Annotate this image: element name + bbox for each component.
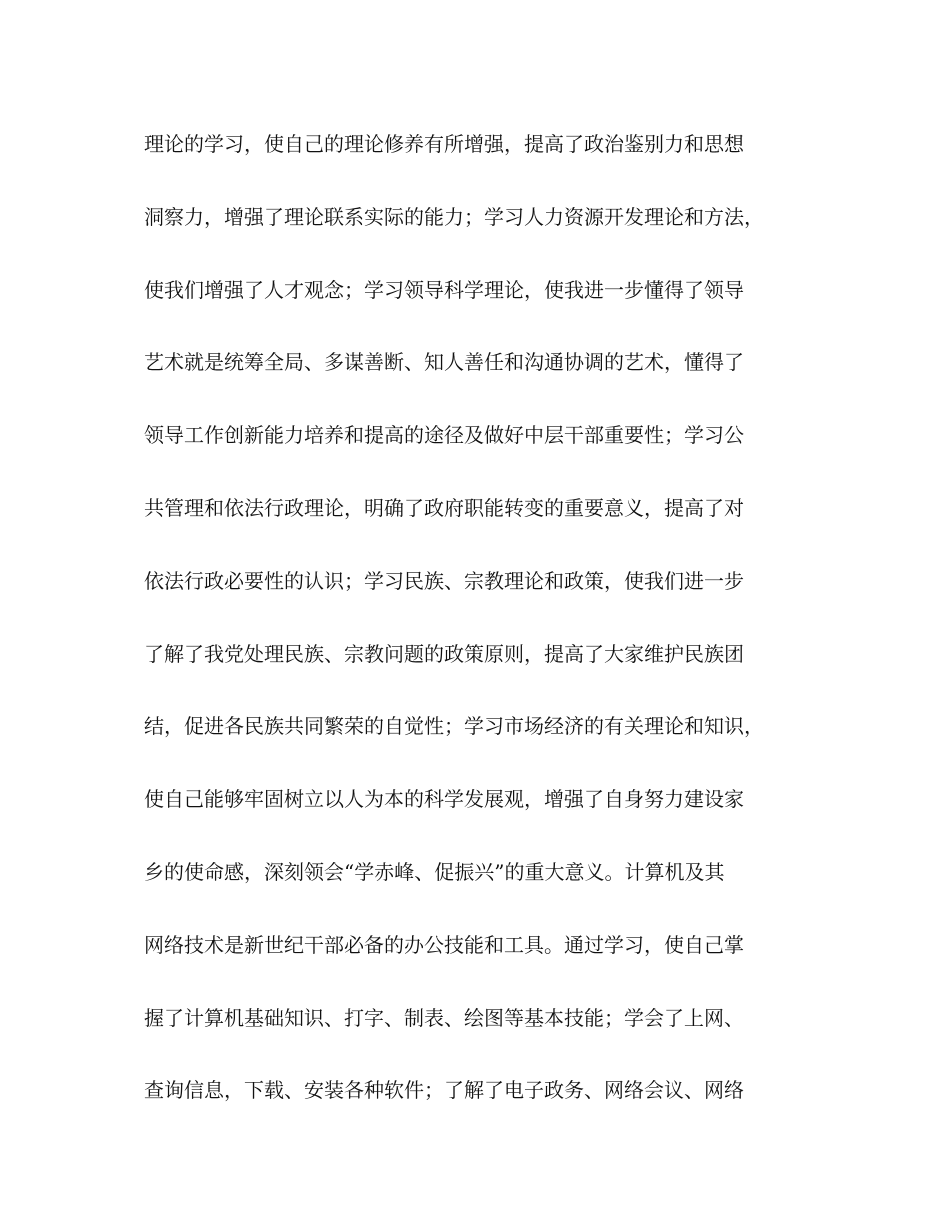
text-line: 洞察力，增强了理论联系实际的能力；学习人力资源开发理论和方法， <box>144 204 764 229</box>
body-text <box>144 116 814 1135</box>
text-line: 共管理和依法行政理论，明确了政府职能转变的重要意义，提高了对 <box>144 495 744 520</box>
text-line: 领导工作创新能力培养和提高的途径及做好中层干部重要性；学习公 <box>144 423 744 448</box>
text-line: 了解了我党处理民族、宗教问题的政策原则，提高了大家维护民族团 <box>144 641 744 666</box>
text-line: 结，促进各民族共同繁荣的自觉性；学习市场经济的有关理论和知识， <box>144 714 764 739</box>
text-line: 乡的使命感，深刻领会“学赤峰、促振兴”的重大意义。计算机及其 <box>144 859 725 884</box>
text-line: 查询信息，下载、安装各种软件；了解了电子政务、网络会议、网络 <box>144 1078 744 1103</box>
text-line: 网络技术是新世纪干部必备的办公技能和工具。通过学习，使自己掌 <box>144 932 744 957</box>
text-line: 艺术就是统筹全局、多谋善断、知人善任和沟通协调的艺术，懂得了 <box>144 350 744 375</box>
text-line: 握了计算机基础知识、打字、制表、绘图等基本技能；学会了上网、 <box>144 1005 744 1030</box>
text-line: 理论的学习，使自己的理论修养有所增强，提高了政治鉴别力和思想 <box>144 132 744 156</box>
text-line: 使我们增强了人才观念；学习领导科学理论，使我进一步懂得了领导 <box>144 277 744 302</box>
text-line: 依法行政必要性的认识；学习民族、宗教理论和政策，使我们进一步 <box>144 568 744 593</box>
text-line: 使自己能够牢固树立以人为本的科学发展观，增强了自身努力建设家 <box>144 787 744 812</box>
